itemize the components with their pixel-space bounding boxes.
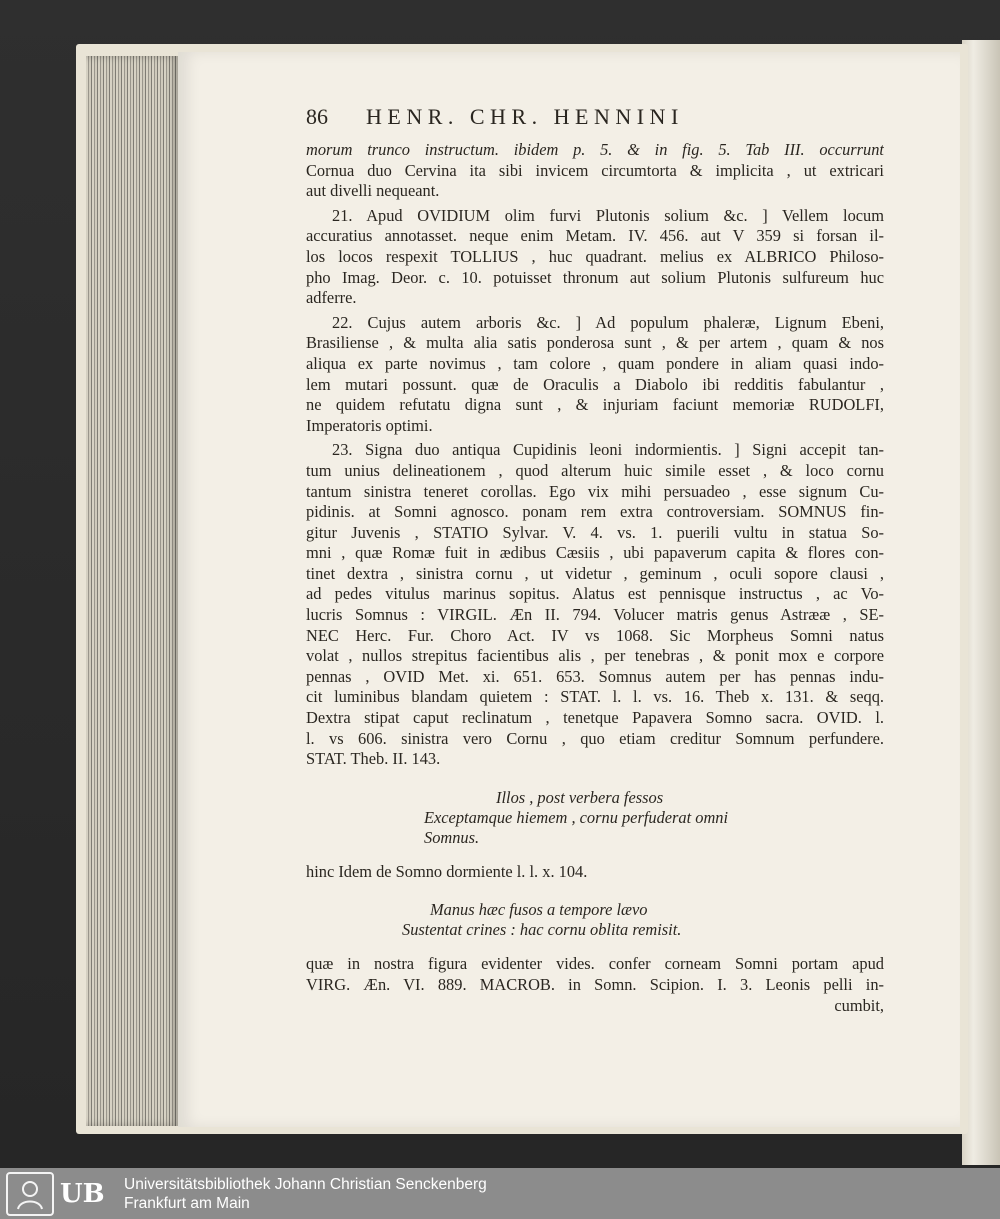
text-line: los locos respexit TOLLIUS , huc quadrant. melius ex ALBRICO Philoso- [306, 246, 884, 266]
paragraph-continuation [306, 140, 884, 202]
text-line: ne quidem refutatu digna sunt , & injuriam faciunt memoriæ RUDOLFI, [306, 395, 884, 415]
text-line: ad pedes vitulus marinus sopitus. Alatus est pennisque instructus , ac Vo- [306, 584, 884, 604]
paragraph-23 [306, 440, 884, 770]
text-line: accuratius annotasset. neque enim Metam. IV. 456. aut V 359 si forsan il- [306, 226, 884, 246]
text-line: Cornua duo Cervina ita sibi invicem circumtorta & implicita , ut extricari [306, 160, 884, 180]
page-header [306, 104, 884, 140]
verse-line: Manus hæc fusos a tempore lævo [430, 900, 648, 920]
text-line: morum trunco instructum. ibidem p. 5. & in fig. 5. Tab III. occurrunt [306, 140, 884, 159]
text-line: hinc Idem de Somno dormiente l. l. x. 104. [306, 861, 588, 881]
text-line: 23. Signa duo antiqua Cupidinis leoni indormientis. ] Signi accepit tan- [332, 440, 884, 460]
library-logo[interactable] [0, 1168, 118, 1219]
verse-line: Sustentat crines : hac cornu oblita remisit. [402, 920, 682, 940]
library-name-line-2: Frankfurt am Main [124, 1194, 250, 1212]
text-line: Imperatoris optimi. [306, 415, 433, 435]
text-line: cit luminibus blandam quietem : STAT. l. l. vs. 16. Theb x. 131. & seqq. [306, 687, 884, 707]
library-name-line-1: Universitätsbibliothek Johann Christian Senckenberg [124, 1175, 487, 1193]
text-line: aliqua ex parte novimus , tam colore , quam pondere in aliam quasi indo- [306, 353, 884, 373]
ub-logo-text: UB [60, 1178, 105, 1209]
text-line: STAT. Theb. II. 143. [306, 749, 441, 769]
text-line: Brasiliense , & multa alia satis ponderosa sunt , & per artem , quam & nos [306, 333, 884, 353]
text-line: NEC Herc. Fur. Choro Act. IV vs 1068. Sic Morpheus Somni natus [306, 625, 884, 645]
text-line: lem mutari possunt. quæ de Oraculis a Diabolo ibi redditis fabulantur , [306, 374, 884, 394]
text-line: quæ in nostra figura evidenter vides. confer corneam Somni portam apud [306, 954, 884, 974]
verse-quotation-1 [306, 788, 884, 848]
text-line: tinet dextra , sinistra cornu , ut videtur , geminum , oculi sopore clausi , [306, 563, 884, 583]
text-line: pidinis. at Somni agnosco. ponam rem extra controversiam. SOMNUS fin- [306, 502, 884, 522]
text-line: volat , nullos strepitus facientibus alis , per tenebras , & ponit mox e corpore [306, 646, 884, 666]
running-head: HENR. CHR. HENNINI [366, 104, 684, 129]
verse-line: Illos , post verbera fessos [496, 787, 664, 807]
paragraph-22 [306, 313, 884, 437]
text-line: cumbit, [834, 995, 884, 1015]
hinc-paragraph [306, 862, 884, 883]
page-text [306, 104, 884, 1020]
text-line: tum unius delineationem , quod alterum huic simile esset , & loco cornu [306, 460, 884, 480]
closing-paragraph [306, 954, 884, 1016]
text-line: pennas , OVID Met. xi. 651. 653. Somnus autem per has pennas indu- [306, 666, 884, 686]
text-line: VIRG. Æn. VI. 889. MACROB. in Somn. Scipion. I. 3. Leonis pelli in- [306, 975, 884, 994]
text-line: 22. Cujus autem arboris &c. ] Ad populum phaleræ, Lignum Ebeni, [332, 312, 884, 332]
book-page-edges [86, 56, 180, 1126]
library-name [124, 1175, 487, 1213]
text-line: aut divelli nequeant. [306, 181, 440, 201]
text-line: 21. Apud OVIDIUM olim furvi Plutonis solium &c. ] Vellem locum [332, 205, 884, 225]
text-line: gitur Juvenis , STATIO Sylvar. V. 4. vs. 1. puerili vultu in statua So- [306, 522, 884, 542]
library-footer-bar [0, 1168, 1000, 1219]
verse-quotation-2 [306, 900, 884, 940]
paragraph-21 [306, 206, 884, 309]
text-line: Dextra stipat caput reclinatum , tenetque Papavera Somno sacra. OVID. l. [306, 708, 884, 728]
page-number: 86 [306, 104, 328, 129]
text-line: l. vs 606. sinistra vero Cornu , quo etiam creditur Somnum perfundere. [306, 728, 884, 748]
text-line: pho Imag. Deor. c. 10. potuisset thronum aut solium Plutonis sulfureum huc [306, 267, 884, 287]
text-line: tantum sinistra teneret corollas. Ego vix mihi persuadeo , esse signum Cu- [306, 481, 884, 501]
text-line: mni , quæ Romæ fuit in ædibus Cæsiis , ubi papaverum capita & flores con- [306, 543, 884, 563]
text-line: adferre. [306, 288, 357, 308]
verse-line: Exceptamque hiemem , cornu perfuderat omni [424, 807, 729, 827]
portrait-seal-icon [6, 1172, 54, 1216]
verse-line: Somnus. [424, 827, 480, 847]
text-line: lucris Somnus : VIRGIL. Æn II. 794. Volucer matris genus Astrææ , SE- [306, 605, 884, 625]
